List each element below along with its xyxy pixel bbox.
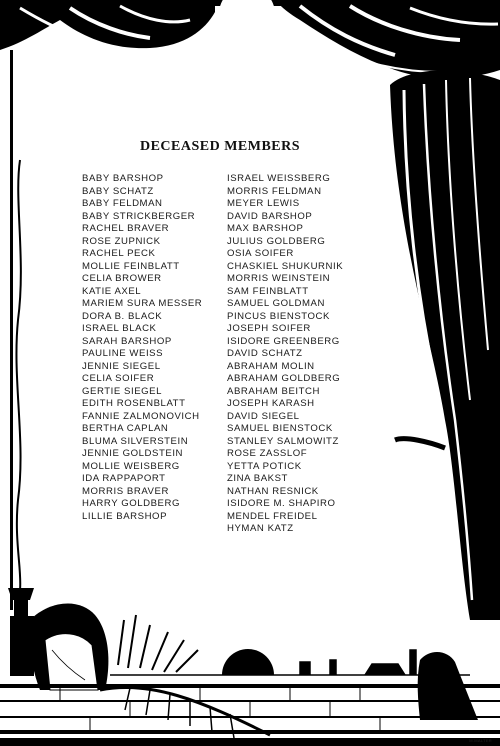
member-name: MENDEL FREIDEL	[227, 510, 318, 522]
member-name: BLUMA SILVERSTEIN	[82, 435, 189, 447]
member-name: JENNIE GOLDSTEIN	[82, 448, 184, 459]
member-name: RACHEL PECK	[82, 248, 156, 259]
member-name: STANLEY SALMOWITZ	[227, 435, 339, 447]
member-name: FANNIE ZALMONOVICH	[82, 410, 200, 422]
member-name: HARRY GOLDBERG	[82, 498, 180, 509]
member-name: ABRAHAM BEITCH	[227, 385, 320, 397]
member-name: EDITH ROSENBLATT	[82, 398, 186, 409]
member-name: MORRIS WEINSTEIN	[227, 273, 331, 284]
left-column	[10, 50, 13, 610]
member-name: MAX BARSHOP	[227, 223, 304, 234]
member-name: KATIE AXEL	[82, 285, 142, 297]
member-name: MARIEM SURA MESSER	[82, 298, 203, 309]
member-name: ABRAHAM GOLDBERG	[227, 373, 341, 384]
member-name: ROSE ZUPNICK	[82, 235, 161, 247]
member-name: ISRAEL BLACK	[82, 323, 157, 334]
member-name: ISIDORE GREENBERG	[227, 335, 340, 347]
member-name: RACHEL BRAVER	[82, 223, 170, 234]
member-name: ISRAEL WEISSBERG	[227, 173, 331, 184]
plants	[118, 615, 198, 672]
member-name: BERTHA CAPLAN	[82, 423, 169, 434]
member-name: MORRIS FELDMAN	[227, 185, 322, 197]
names-column-left	[82, 173, 202, 523]
member-name: DAVID SCHATZ	[227, 348, 303, 359]
member-name: MOLLIE FEINBLATT	[82, 260, 180, 272]
member-name: CELIA SOIFER	[82, 373, 155, 384]
member-name: OSIA SOIFER	[227, 248, 294, 259]
member-name: BABY BARSHOP	[82, 173, 164, 184]
member-name: SAMUEL BIENSTOCK	[227, 423, 333, 434]
member-name: PINCUS BIENSTOCK	[227, 310, 330, 322]
member-name: BABY STRICKBERGER	[82, 210, 196, 222]
page-title: DECEASED MEMBERS	[139, 139, 301, 154]
setting-sun	[222, 649, 274, 675]
member-name: CELIA BROWER	[82, 273, 162, 284]
member-name: IDA RAPPAPORT	[82, 473, 166, 484]
member-name: ISIDORE M. SHAPIRO	[227, 498, 336, 509]
member-name: YETTA POTICK	[227, 460, 302, 472]
member-name: JENNIE SIEGEL	[82, 360, 161, 372]
member-name: MEYER LEWIS	[227, 198, 300, 209]
member-name: SAM FEINBLATT	[227, 285, 309, 297]
member-name: DAVID SIEGEL	[227, 410, 300, 422]
member-name: BABY FELDMAN	[82, 198, 163, 209]
member-name: MORRIS BRAVER	[82, 485, 169, 497]
member-name: LILLIE BARSHOP	[82, 510, 168, 522]
member-name: DORA B. BLACK	[82, 310, 163, 322]
names-column-right	[227, 173, 343, 536]
top-light	[219, 0, 275, 42]
left-valance	[0, 0, 215, 50]
member-name: ZINA BAKST	[227, 473, 288, 484]
member-name: GERTIE SIEGEL	[82, 385, 163, 397]
lamp	[8, 588, 34, 600]
member-name: NATHAN RESNICK	[227, 485, 319, 497]
member-name: MOLLIE WEISBERG	[82, 460, 180, 472]
member-name: HYMAN KATZ	[227, 523, 294, 534]
smoke-line	[16, 160, 20, 590]
member-name: PAULINE WEISS	[82, 348, 164, 359]
steps	[0, 684, 500, 688]
member-name: BABY SCHATZ	[82, 185, 154, 197]
member-name: ROSE ZASSLOF	[227, 448, 308, 459]
member-name: SAMUEL GOLDMAN	[227, 298, 325, 309]
member-name: SARAH BARSHOP	[82, 335, 172, 347]
artist-signature: M.MALTER	[469, 738, 492, 743]
member-name: ABRAHAM MOLIN	[227, 360, 315, 372]
member-name: JULIUS GOLDBERG	[227, 235, 326, 247]
member-name: CHASKIEL SHUKURNIK	[227, 260, 344, 272]
member-name: DAVID BARSHOP	[227, 210, 313, 222]
member-name: JOSEPH KARASH	[227, 398, 315, 409]
palm-frond	[100, 687, 270, 735]
member-name: JOSEPH SOIFER	[227, 323, 311, 334]
